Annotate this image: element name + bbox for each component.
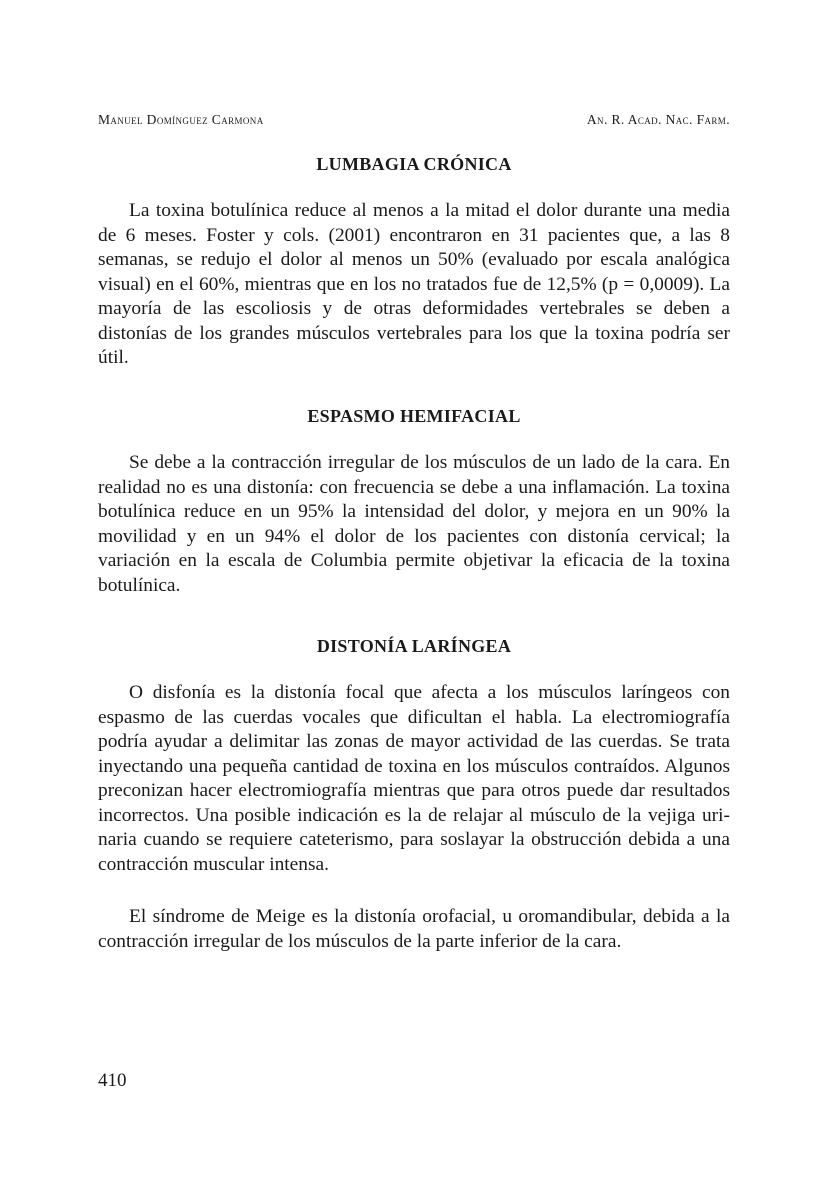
section-heading-espasmo: ESPASMO HEMIFACIAL [307, 406, 521, 426]
paragraph-lumbagia: La toxina botulínica reduce al menos a la mitad el dolor durante una media de 6 meses. Foster y cols. (2001) encontraron en 31 pacientes que, a las 8 semanas, se redujo el dolor al menos un 50% (evaluado por escala analógica visual) en el 60%, mientras que en los no tratados fue de 12,5% (p = 0,0009). La mayoría de las escoliosis y de otras deformidades vertebrales se deben a distonías de los grandes músculos vertebrales para los que la toxina podría ser útil. [98, 200, 730, 368]
page-number: 410 [98, 1070, 127, 1091]
document-page [98, 0, 730, 1200]
section-heading-lumbagia: LUMBAGIA CRÓNICA [316, 154, 512, 174]
paragraph-distonia-2: El síndrome de Meige es la distonía orofacial, u oromandibular, debida a la contracción irregular de los músculos de la parte inferior de la cara. [98, 906, 730, 952]
running-head-journal: An. R. Acad. Nac. Farm. [586, 112, 730, 127]
paragraph-distonia-1: O disfonía es la distonía focal que afecta a los músculos laríngeos con espasmo de las cuerdas vocales que dificultan el habla. La electromiografía podría ayudar a delimitar las zonas de mayor actividad de las cuerdas. Se trata inyectando una pequeña cantidad de toxina en los músculos contraídos. Algunos preconizan hacer electromiografía mientras que para otros puede dar resultados incorrectos. Una posible indicación es la de relajar al músculo de la vejiga urinaria cuando se requiere cateterismo, para soslayar la obstrucción debida a una contracción muscular intensa. [98, 682, 730, 875]
running-head-author: Manuel Domínguez Carmona [98, 112, 264, 127]
section-heading-distonia: DISTONÍA LARÍNGEA [316, 636, 512, 656]
paragraph-espasmo: Se debe a la contracción irregular de los músculos de un lado de la cara. En realidad no es una distonía: con frecuencia se debe a una inflamación. La toxina botulínica reduce en un 95% la intensidad del dolor, y mejora en un 90% la movilidad y en un 94% el dolor de los pacientes con distonía cervical; la variación en la escala de Columbia permite objetivar la eficacia de la toxina botulínica. [98, 452, 730, 596]
